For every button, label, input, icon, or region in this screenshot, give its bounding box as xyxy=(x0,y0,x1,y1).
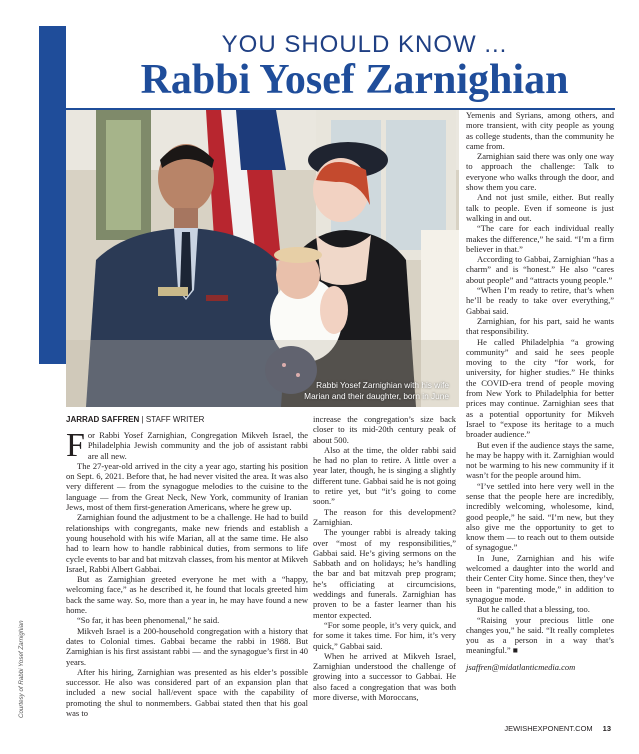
paragraph: increase the congregation’s size back closer to its mid-20th century peak of about 500. xyxy=(313,414,456,445)
paragraph: The reason for this development? Zarnighian. xyxy=(313,506,456,527)
article-column-1 xyxy=(66,427,308,719)
paragraph: He called Philadelphia “a growing community” and said he sees people moving to the city “for work, for university, for higher studies.” He thinks the COVID-era trend of people moving from New York to Philadelphia for better prices may continue. Zarnighian sees that as a potential opportunity for Mikveh Israel to “expose its heritage to a much broader audience.” xyxy=(466,336,614,440)
paragraph: But even if the audience stays the same, he may be happy with it. Zarnighian would not be warming to his new community if it wasn’t for the people around him. xyxy=(466,439,614,481)
article-column-2 xyxy=(313,414,456,702)
paragraph: But he called that a blessing, too. xyxy=(477,604,590,615)
page-number: 13 xyxy=(602,724,611,733)
photo-credit: Courtesy of Rabbi Yosef Zarnighian xyxy=(18,620,25,718)
article-photo xyxy=(66,110,459,407)
paragraph: And not just smile, either. But really talk to people. Even if someone is just walking in and out. xyxy=(466,192,614,223)
paragraph: Zarnighian said there was only one way to approach the challenge: Talk to everyone who walks through the door, and show them you care. xyxy=(466,151,614,193)
paragraph: “When I’m ready to retire, that’s when he’ll be ready to take over everything,” Gabbai said. xyxy=(466,285,614,316)
byline-separator: | xyxy=(139,415,146,424)
photo-caption: Rabbi Yosef Zarnighian with his wife Marian and their daughter, born in June xyxy=(304,380,449,401)
paragraph: The younger rabbi is already taking over “most of my responsibilities,” Gabbai said. He’s giving sermons on the Sabbath and on holidays; he’s handling the bar and bat mitzvah prep program; he’s officiating at circumcisions, weddings and funerals. Zarnighian has proven to be a faster learner than his mentor expected. xyxy=(313,527,456,620)
lead-paragraph xyxy=(66,427,308,464)
paragraph: “For some people, it’s very quick, and for some it takes time. For him, it’s very quick,” Gabbai said. xyxy=(313,619,456,651)
page-footer xyxy=(504,724,611,733)
drop-cap: F xyxy=(66,427,85,464)
accent-bar xyxy=(39,26,66,364)
paragraph: When he arrived at Mikveh Israel, Zarnighian understood the challenge of growing into a successor to Gabbai. He also faced a congregation that was both more diverse, with Moroccans, xyxy=(313,650,456,703)
paragraph: According to Gabbai, Zarnighian “has a charm” and is “honest.” He also “cares about people” and “attracts young people.” xyxy=(466,254,614,285)
paragraph: “The care for each individual really makes the difference,” he said. “I’m a firm believer in that.” xyxy=(466,223,614,254)
article-column-3 xyxy=(466,110,614,672)
byline xyxy=(66,415,204,424)
paragraph: “I’ve settled into here very well in the sense that the people here are incredibly, incredibly welcoming, wholesome, kind, good people,” he said. “I’m new, but they also give me the opportunity to get to know them — to reach out to them outside of synagogue.” xyxy=(466,480,614,553)
author-email[interactable]: jsaffren@midatlanticmedia.com xyxy=(466,661,576,672)
byline-role: STAFF WRITER xyxy=(145,415,205,424)
paragraph: The 27-year-old arrived in the city a year ago, starting his position on Sept. 6, 2021. Before that, he had never visited the area. It was also very different — from the synagogue melodies to the cuisine to the language — from the Great Neck, New York, community of Iranian Jews, most of them first-generation Americans, where he grew up. xyxy=(66,460,308,513)
paragraph: Yemenis and Syrians, among others, and more transient, with city people as young as college students, than the community he came from. xyxy=(466,110,614,151)
paragraph: In June, Zarnighian and his wife welcomed a daughter into the world and their Center City home. Since then, they’ve been in “parenting mode,” in addition to synagogue mode. xyxy=(466,552,614,604)
paragraph: Zarnighian, for his part, said he wants that responsibility. xyxy=(466,315,614,337)
paragraph: Also at the time, the older rabbi said he had no plan to retire. A little over a year later, though, he is singing a slightly different tune. Gabbai said he is not going to retire yet, but “it’s going to come soon.” xyxy=(313,444,456,507)
section-kicker: YOU SHOULD KNOW ... xyxy=(221,31,508,58)
paragraph: Mikveh Israel is a 200-household congregation with a history that dates to Colonial times. Gabbai became the rabbi in 1988. But Zarnighian is his first assistant rabbi — and the synagogue’s first in 40 years. xyxy=(66,625,308,667)
footer-site: JEWISHEXPONENT.COM xyxy=(504,724,593,733)
paragraph: But as Zarnighian greeted everyone he met with a “happy, welcoming face,” as he described it, he found that locals greeted him back the same way. So, more than a year in, he may have found a new home. xyxy=(66,574,308,616)
photo-illustration xyxy=(66,110,459,407)
byline-author: JARRAD SAFFREN xyxy=(66,415,140,424)
lead-text: or Rabbi Yosef Zarnighian, Congregation Mikveh Israel, the Philadelphia Jewish community and the job of assistant rabbi are all new. xyxy=(87,430,308,461)
paragraph: After his hiring, Zarnighian was presented as his elder’s possible successor. He also was considered part of an expansion plan that included a new social hall/event space with the capability of promoting the shul to nonmembers. Gabbai stated then that his goal was to xyxy=(66,666,308,719)
paragraph: “So far, it has been phenomenal,” he said. xyxy=(77,615,220,626)
paragraph: “Raising your precious little one changes you,” he said. “It really completes you as a person in a way that’s meaningful.” ■ xyxy=(466,614,614,656)
page-title: Rabbi Yosef Zarnighian xyxy=(140,57,569,103)
paragraph: Zarnighian found the adjustment to be a challenge. He had to build relationships with congregants, make new friends and establish a young household with his wife Marian, all at the same time. He also had to learn how to handle rabbinical duties, from sermons to life cycle events to bar and bat mitzvah classes, from his mentor at Mikveh Israel, Rabbi Albert Gabbai. xyxy=(66,512,308,574)
